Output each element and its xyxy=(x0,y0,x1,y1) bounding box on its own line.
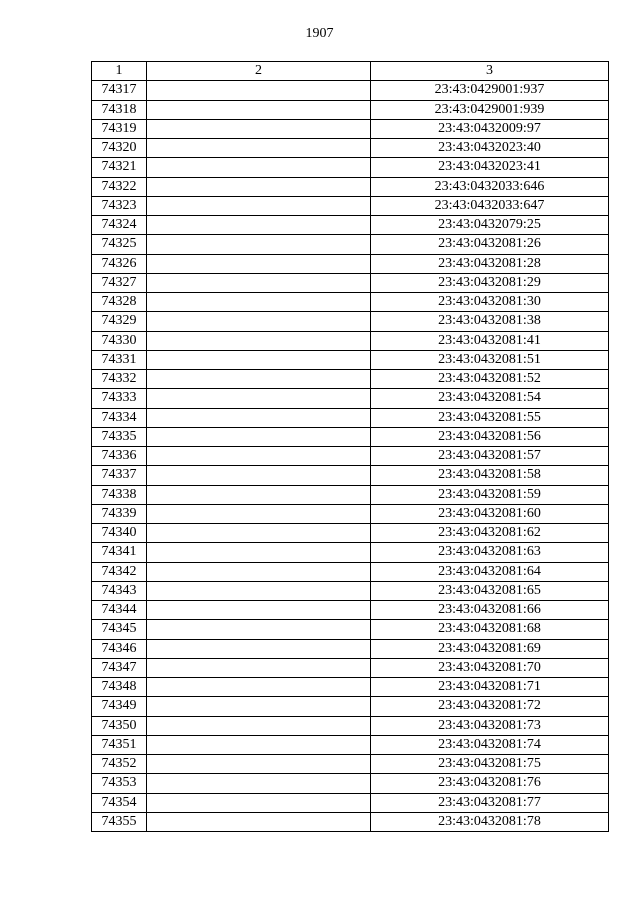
row-number-cell: 74332 xyxy=(92,370,147,389)
row-blank-cell xyxy=(147,639,371,658)
row-number-cell: 74343 xyxy=(92,581,147,600)
cadastral-number-cell: 23:43:0432081:71 xyxy=(371,678,609,697)
row-number-cell: 74334 xyxy=(92,408,147,427)
cadastral-number-cell: 23:43:0432081:63 xyxy=(371,543,609,562)
cadastral-number-cell: 23:43:0429001:937 xyxy=(371,81,609,100)
table-row xyxy=(92,774,609,793)
row-number-cell: 74347 xyxy=(92,658,147,677)
cadastral-number-cell: 23:43:0432081:70 xyxy=(371,658,609,677)
table-row xyxy=(92,254,609,273)
table-row xyxy=(92,697,609,716)
table-row xyxy=(92,620,609,639)
row-number-cell: 74327 xyxy=(92,273,147,292)
row-blank-cell xyxy=(147,447,371,466)
row-number-cell: 74324 xyxy=(92,216,147,235)
table-row xyxy=(92,370,609,389)
cadastral-number-cell: 23:43:0432081:59 xyxy=(371,485,609,504)
row-blank-cell xyxy=(147,408,371,427)
row-number-cell: 74340 xyxy=(92,524,147,543)
cadastral-number-cell: 23:43:0432033:647 xyxy=(371,196,609,215)
row-blank-cell xyxy=(147,812,371,831)
table-row xyxy=(92,100,609,119)
row-blank-cell xyxy=(147,697,371,716)
table-row xyxy=(92,735,609,754)
row-number-cell: 74330 xyxy=(92,331,147,350)
table-row xyxy=(92,196,609,215)
table-row xyxy=(92,812,609,831)
row-number-cell: 74349 xyxy=(92,697,147,716)
row-number-cell: 74329 xyxy=(92,312,147,331)
row-blank-cell xyxy=(147,216,371,235)
row-blank-cell xyxy=(147,427,371,446)
table-header-row xyxy=(92,62,609,81)
row-blank-cell xyxy=(147,273,371,292)
cadastral-number-cell: 23:43:0432081:74 xyxy=(371,735,609,754)
cadastral-number-cell: 23:43:0432081:65 xyxy=(371,581,609,600)
cadastral-number-cell: 23:43:0432081:30 xyxy=(371,293,609,312)
row-blank-cell xyxy=(147,350,371,369)
row-number-cell: 74335 xyxy=(92,427,147,446)
row-number-cell: 74342 xyxy=(92,562,147,581)
row-blank-cell xyxy=(147,485,371,504)
table-row xyxy=(92,485,609,504)
cadastral-number-cell: 23:43:0432081:38 xyxy=(371,312,609,331)
cadastral-number-cell: 23:43:0432081:77 xyxy=(371,793,609,812)
row-blank-cell xyxy=(147,581,371,600)
table-row xyxy=(92,755,609,774)
table-row xyxy=(92,177,609,196)
table-row xyxy=(92,524,609,543)
column-header-3: 3 xyxy=(371,62,609,81)
table-row xyxy=(92,581,609,600)
row-blank-cell xyxy=(147,177,371,196)
row-blank-cell xyxy=(147,119,371,138)
row-number-cell: 74341 xyxy=(92,543,147,562)
cadastral-number-cell: 23:43:0429001:939 xyxy=(371,100,609,119)
row-blank-cell xyxy=(147,81,371,100)
row-number-cell: 74338 xyxy=(92,485,147,504)
table-row xyxy=(92,158,609,177)
cadastral-number-cell: 23:43:0432081:69 xyxy=(371,639,609,658)
row-blank-cell xyxy=(147,620,371,639)
cadastral-number-cell: 23:43:0432081:55 xyxy=(371,408,609,427)
table-row xyxy=(92,504,609,523)
row-blank-cell xyxy=(147,331,371,350)
cadastral-number-cell: 23:43:0432079:25 xyxy=(371,216,609,235)
table-row xyxy=(92,331,609,350)
cadastral-number-cell: 23:43:0432081:75 xyxy=(371,755,609,774)
row-blank-cell xyxy=(147,716,371,735)
cadastral-number-cell: 23:43:0432081:72 xyxy=(371,697,609,716)
row-blank-cell xyxy=(147,293,371,312)
row-number-cell: 74321 xyxy=(92,158,147,177)
row-number-cell: 74355 xyxy=(92,812,147,831)
row-number-cell: 74323 xyxy=(92,196,147,215)
row-number-cell: 74344 xyxy=(92,601,147,620)
row-blank-cell xyxy=(147,601,371,620)
row-number-cell: 74322 xyxy=(92,177,147,196)
row-number-cell: 74325 xyxy=(92,235,147,254)
cadastral-number-cell: 23:43:0432081:54 xyxy=(371,389,609,408)
row-number-cell: 74346 xyxy=(92,639,147,658)
row-number-cell: 74318 xyxy=(92,100,147,119)
table-row xyxy=(92,658,609,677)
column-header-1: 1 xyxy=(92,62,147,81)
registry-table xyxy=(91,61,609,832)
table-row xyxy=(92,678,609,697)
table-row xyxy=(92,350,609,369)
cadastral-number-cell: 23:43:0432081:68 xyxy=(371,620,609,639)
table-row xyxy=(92,543,609,562)
table-row xyxy=(92,312,609,331)
row-number-cell: 74326 xyxy=(92,254,147,273)
cadastral-number-cell: 23:43:0432081:73 xyxy=(371,716,609,735)
cadastral-number-cell: 23:43:0432009:97 xyxy=(371,119,609,138)
table-row xyxy=(92,119,609,138)
page-number: 1907 xyxy=(305,26,334,41)
cadastral-number-cell: 23:43:0432023:41 xyxy=(371,158,609,177)
row-blank-cell xyxy=(147,466,371,485)
row-blank-cell xyxy=(147,370,371,389)
row-number-cell: 74333 xyxy=(92,389,147,408)
table-row xyxy=(92,601,609,620)
row-blank-cell xyxy=(147,543,371,562)
row-blank-cell xyxy=(147,158,371,177)
row-blank-cell xyxy=(147,735,371,754)
table-row xyxy=(92,389,609,408)
row-number-cell: 74317 xyxy=(92,81,147,100)
column-header-2: 2 xyxy=(147,62,371,81)
cadastral-number-cell: 23:43:0432081:76 xyxy=(371,774,609,793)
row-number-cell: 74320 xyxy=(92,139,147,158)
row-number-cell: 74353 xyxy=(92,774,147,793)
table-row xyxy=(92,716,609,735)
table-row xyxy=(92,447,609,466)
row-blank-cell xyxy=(147,504,371,523)
cadastral-number-cell: 23:43:0432081:28 xyxy=(371,254,609,273)
row-blank-cell xyxy=(147,678,371,697)
row-number-cell: 74339 xyxy=(92,504,147,523)
cadastral-number-cell: 23:43:0432033:646 xyxy=(371,177,609,196)
row-blank-cell xyxy=(147,524,371,543)
row-blank-cell xyxy=(147,100,371,119)
row-number-cell: 74345 xyxy=(92,620,147,639)
row-number-cell: 74348 xyxy=(92,678,147,697)
table-row xyxy=(92,139,609,158)
row-blank-cell xyxy=(147,389,371,408)
table-row xyxy=(92,466,609,485)
row-number-cell: 74328 xyxy=(92,293,147,312)
cadastral-number-cell: 23:43:0432081:57 xyxy=(371,447,609,466)
row-blank-cell xyxy=(147,235,371,254)
row-blank-cell xyxy=(147,562,371,581)
table-body xyxy=(92,81,609,832)
row-blank-cell xyxy=(147,755,371,774)
cadastral-number-cell: 23:43:0432081:51 xyxy=(371,350,609,369)
row-blank-cell xyxy=(147,774,371,793)
table-row xyxy=(92,235,609,254)
cadastral-number-cell: 23:43:0432081:66 xyxy=(371,601,609,620)
row-number-cell: 74337 xyxy=(92,466,147,485)
row-number-cell: 74350 xyxy=(92,716,147,735)
row-number-cell: 74352 xyxy=(92,755,147,774)
row-number-cell: 74354 xyxy=(92,793,147,812)
table-row xyxy=(92,408,609,427)
table-row xyxy=(92,427,609,446)
cadastral-number-cell: 23:43:0432081:60 xyxy=(371,504,609,523)
cadastral-number-cell: 23:43:0432081:78 xyxy=(371,812,609,831)
cadastral-number-cell: 23:43:0432081:26 xyxy=(371,235,609,254)
row-number-cell: 74331 xyxy=(92,350,147,369)
row-number-cell: 74336 xyxy=(92,447,147,466)
table-row xyxy=(92,81,609,100)
row-blank-cell xyxy=(147,658,371,677)
row-blank-cell xyxy=(147,139,371,158)
cadastral-number-cell: 23:43:0432081:62 xyxy=(371,524,609,543)
cadastral-number-cell: 23:43:0432081:64 xyxy=(371,562,609,581)
cadastral-number-cell: 23:43:0432081:52 xyxy=(371,370,609,389)
table-row xyxy=(92,216,609,235)
cadastral-number-cell: 23:43:0432081:41 xyxy=(371,331,609,350)
row-blank-cell xyxy=(147,312,371,331)
cadastral-number-cell: 23:43:0432081:29 xyxy=(371,273,609,292)
table-row xyxy=(92,293,609,312)
cadastral-number-cell: 23:43:0432023:40 xyxy=(371,139,609,158)
row-blank-cell xyxy=(147,793,371,812)
table-row xyxy=(92,562,609,581)
table-row xyxy=(92,639,609,658)
row-number-cell: 74319 xyxy=(92,119,147,138)
row-blank-cell xyxy=(147,254,371,273)
table-row xyxy=(92,273,609,292)
cadastral-number-cell: 23:43:0432081:58 xyxy=(371,466,609,485)
row-blank-cell xyxy=(147,196,371,215)
cadastral-number-cell: 23:43:0432081:56 xyxy=(371,427,609,446)
table-row xyxy=(92,793,609,812)
row-number-cell: 74351 xyxy=(92,735,147,754)
